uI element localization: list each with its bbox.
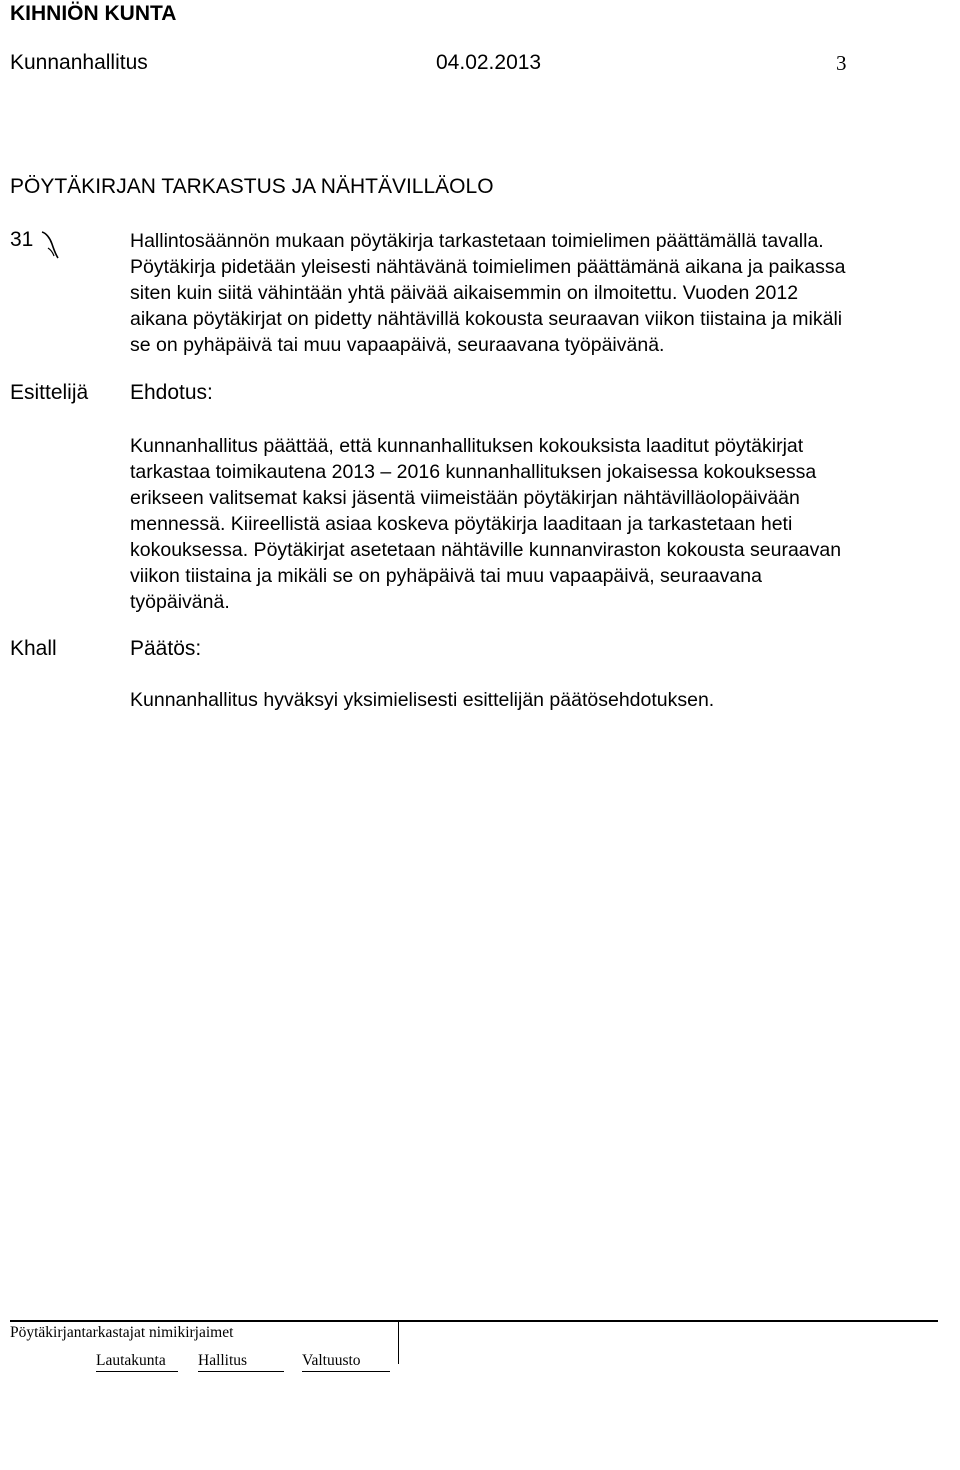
proposal-heading: Ehdotus:: [130, 381, 213, 404]
section-intro: [130, 228, 845, 358]
proposal-line: työpäivänä.: [130, 591, 230, 613]
signature-rule: [10, 1320, 938, 1322]
presenter-label: Esittelijä: [10, 381, 89, 404]
proposal-text: [130, 433, 841, 615]
proposal-line: tarkastaa toimikautena 2013 – 2016 kunnanhallituksen jokaisessa kokouksessa: [130, 461, 817, 483]
intro-line: Hallintosäännön mukaan pöytäkirja tarkastetaan toimielimen päättämällä tavalla.: [130, 230, 824, 252]
intro-line: siten kuin siitä vähintään yhtä päivää aikaisemmin on ilmoitettu. Vuoden 2012: [130, 282, 799, 304]
page-number: 3: [836, 51, 847, 75]
board-label: Khall: [10, 637, 57, 660]
section-title: PÖYTÄKIRJAN TARKASTUS JA NÄHTÄVILLÄOLO: [10, 175, 494, 198]
organization-name: KIHNIÖN KUNTA: [10, 2, 177, 25]
section-number: 31: [10, 228, 34, 251]
signature-line: [198, 1371, 284, 1372]
signature-column-hallitus: Hallitus: [198, 1352, 248, 1369]
signature-divider: [398, 1320, 399, 1364]
proposal-line: viikon tiistaina ja mikäli se on pyhäpäivä tai muu vapaapäivä, seuraavana: [130, 565, 762, 587]
signature-line: [302, 1371, 390, 1372]
header-body-name: Kunnanhallitus: [10, 51, 148, 74]
proposal-line: mennessä. Kiireellistä asiaa koskeva pöytäkirja laaditaan ja tarkastetaan heti: [130, 513, 793, 535]
intro-line: Pöytäkirja pidetään yleisesti nähtävänä toimielimen päättämänä aikana ja paikassa: [130, 256, 846, 278]
proposal-line: erikseen valitsemat kaksi jäsentä viimeistään pöytäkirjan nähtävilläolopäivään: [130, 487, 800, 509]
signature-line: [96, 1371, 178, 1372]
intro-line: se on pyhäpäivä tai muu vapaapäivä, seuraavana työpäivänä.: [130, 334, 665, 356]
signature-column-valtuusto: Valtuusto: [302, 1352, 361, 1369]
proposal-line: Kunnanhallitus päättää, että kunnanhallituksen kokouksista laaditut pöytäkirjat: [130, 435, 804, 457]
signature-column-lautakunta: Lautakunta: [96, 1352, 166, 1369]
decision-heading: Päätös:: [130, 637, 202, 660]
proposal-line: kokouksessa. Pöytäkirjat asetetaan nähtäville kunnanviraston kokousta seuraavan: [130, 539, 842, 561]
header-date: 04.02.2013: [436, 51, 542, 74]
section-sign-icon: [40, 230, 60, 260]
intro-line: aikana pöytäkirjat on pidetty nähtävillä kokousta seuraavan viikon tiistaina ja mikäli: [130, 308, 843, 330]
decision-text: Kunnanhallitus hyväksyi yksimielisesti esittelijän päätösehdotuksen.: [130, 689, 715, 711]
signature-title: Pöytäkirjantarkastajat nimikirjaimet: [10, 1324, 234, 1341]
